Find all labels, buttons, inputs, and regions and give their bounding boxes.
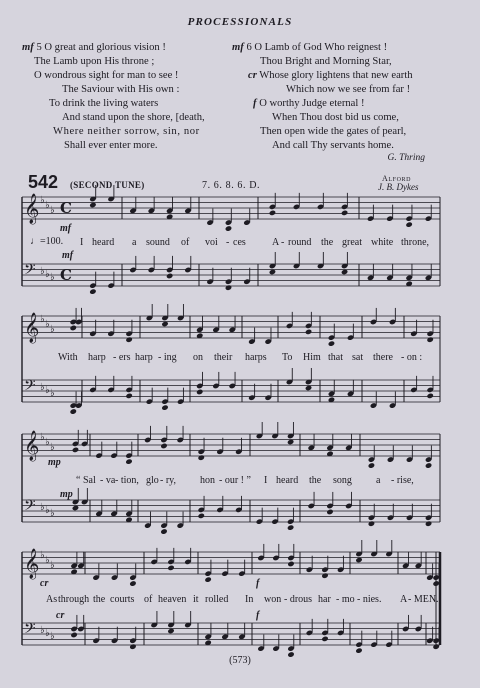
notehead [70,325,77,331]
lyric-syllable: - nies. [357,594,382,605]
verse-line: cr Whose glory lightens that new earth [248,70,413,81]
dynamic-mark: f [256,578,260,589]
lyric-syllable: glo [146,475,159,486]
treble-clef-icon: 𝄞 [24,313,40,343]
lyric-syllable: har [318,594,331,605]
notehead [269,210,276,216]
flat-icon: ♭ [50,508,55,519]
flat-icon: ♭ [45,505,50,516]
notehead [129,580,136,586]
lyric-syllable: the [321,237,334,248]
lyric-syllable: harps [245,352,267,363]
notehead [160,443,167,449]
flat-icon: ♭ [40,382,45,393]
lyric-syllable: A [272,237,280,248]
flat-icon: ♭ [50,205,55,216]
notehead [225,284,232,290]
lyric-syllable: sound [146,237,170,248]
flat-icon: ♭ [40,195,45,206]
flat-icon: ♭ [45,437,50,448]
tune-name: Alford [382,174,412,183]
notehead [426,393,433,399]
notehead [129,643,136,649]
notehead [125,336,132,342]
lyric-syllable: To [282,352,293,363]
notehead [198,513,205,519]
lyric-syllable: - tion, [115,475,139,486]
notehead [196,389,203,395]
lyric-syllable: white [371,237,394,248]
notehead [70,408,77,414]
tune-label: (SECOND TUNE) [70,180,145,190]
lyric-syllable: “ Sal [76,475,96,486]
dynamic-mark: f [256,610,260,621]
verse-line: Where neither sorrow, sin, nor [53,126,200,137]
notehead [287,524,294,530]
lyric-syllable: the [309,475,322,486]
lyric-syllable: there [373,352,393,363]
lyric-syllable: I [80,237,84,248]
notehead [166,273,173,279]
notehead [328,340,335,346]
notehead [167,565,174,571]
common-time-icon: C [60,266,72,284]
lyric-syllable: ces [233,237,246,248]
flat-icon: ♭ [45,385,50,396]
lyric-syllable: In [245,594,254,605]
lyric-syllable: won [264,594,282,605]
lyric-syllable: - mo [336,594,355,605]
notehead [287,561,294,567]
dynamic-mark: cr [56,610,65,621]
notehead [326,509,333,515]
lyric-syllable: - on : [401,352,423,363]
notehead [160,528,167,534]
notehead [321,636,328,642]
flat-icon: ♭ [50,272,55,283]
lyric-syllable: - ry, [160,475,177,486]
verse-line: Then open wide the gates of pearl, [260,126,407,137]
notehead [161,404,168,410]
lyric-syllable: heaven [158,594,187,605]
lyric-syllable: sat [352,352,364,363]
lyric-syllable: A [400,594,408,605]
lyric-syllable: heard [92,237,115,248]
notehead [368,462,375,468]
notehead [321,572,328,578]
lyric-syllable: - MEN. [408,594,439,605]
verse-line: Thou Bright and Morning Star, [260,55,392,67]
verse-line: f O worthy Judge eternal ! [253,98,365,109]
common-time-icon: C [60,199,72,217]
lyric-syllable: - ing [158,352,177,363]
flat-icon: ♭ [50,442,55,453]
verse-line: Shall ever enter more. [64,139,158,151]
flat-icon: ♭ [40,266,45,277]
hymn-number: 542 [28,172,59,192]
dynamic-mark: cr [40,578,49,589]
verse-line: O wondrous sight for man to see ! [34,70,179,81]
lyric-syllable: harp [88,352,106,363]
flat-icon: ♭ [50,631,55,642]
lyric-syllable: round [288,237,312,248]
notehead [305,329,312,335]
notehead [355,647,362,653]
verse-author: G. Thring [387,153,425,163]
lyric-syllable: through [58,594,90,605]
bass-clef-icon: 𝄢 [24,261,36,282]
notehead [198,454,205,460]
notehead [405,221,412,227]
flat-icon: ♭ [45,555,50,566]
lyric-syllable: - drous [284,594,313,605]
lyric-syllable: Him [303,352,321,363]
lyric-syllable: - ers [113,352,131,363]
lyric-syllable: throne, [401,237,430,248]
lyric-syllable: As [46,594,58,605]
composer: J. B. Dykes [378,182,419,192]
treble-clef-icon: 𝄞 [24,431,40,461]
flat-icon: ♭ [40,432,45,443]
bass-clef-icon: 𝄢 [24,497,36,518]
verse-line: mf 5 O great and glorious vision ! [22,42,166,53]
flat-icon: ♭ [45,269,50,280]
lyric-syllable: - rise, [391,475,414,486]
lyric-syllable: a [132,237,137,248]
lyric-syllable: - va [100,475,116,486]
flat-icon: ♭ [40,625,45,636]
notehead [125,393,132,399]
lyric-syllable: it [193,594,199,605]
flat-icon: ♭ [50,324,55,335]
tempo-mark: ♩=100. [30,236,64,247]
notehead [89,288,96,294]
lyric-syllable: - our ! ” [219,475,251,486]
flat-icon: ♭ [40,502,45,513]
lyric-syllable: hon [200,475,215,486]
dynamic-mark: mf [62,250,74,261]
lyric-syllable: rolled [205,594,229,605]
lyric-syllable: harp [135,352,153,363]
verse-line: And call Thy servants home. [272,139,394,151]
dynamic-mark: mp [48,457,61,468]
notehead [425,462,432,468]
verse-line: Which now we see from far ! [286,83,411,95]
lyric-syllable: great [342,237,362,248]
notehead [72,447,79,453]
notehead [225,225,232,231]
lyric-syllable: - [281,237,285,248]
verse-line: And stand upon the shore, [death, [62,111,205,123]
lyric-syllable: - [226,237,230,248]
lyric-syllable: on [193,352,203,363]
dynamic-mark: mf [60,223,72,234]
notehead [425,520,432,526]
lyric-syllable: a [376,475,381,486]
notehead [368,520,375,526]
flat-icon: ♭ [45,628,50,639]
lyric-syllable: song [333,475,352,486]
flat-icon: ♭ [50,560,55,571]
page-number: (573) [229,655,251,666]
lyric-syllable: With [58,352,78,363]
dynamic-mark: mp [60,489,73,500]
notehead [125,458,132,464]
lyric-syllable: of [181,237,190,248]
flat-icon: ♭ [40,314,45,325]
treble-clef-icon: 𝄞 [24,549,40,579]
verse-line: To drink the living waters [49,98,159,109]
notehead [70,632,77,638]
running-head: PROCESSIONALS [187,16,293,28]
lyric-syllable: their [214,352,233,363]
lyric-syllable: I [264,475,268,486]
notehead [426,336,433,342]
lyric-syllable: voi [205,237,218,248]
bass-clef-icon: 𝄢 [24,377,36,398]
verse-line: mf 6 O Lamb of God Who reignest ! [232,42,388,53]
lyric-syllable: courts [110,594,135,605]
treble-clef-icon: 𝄞 [24,194,40,224]
bass-clef-icon: 𝄢 [24,620,36,641]
lyric-syllable: that [328,352,343,363]
lyric-syllable: heard [276,475,299,486]
notehead [204,576,211,582]
flat-icon: ♭ [45,200,50,211]
verse-line: The Saviour with His own : [62,83,180,95]
lyric-syllable: the [93,594,106,605]
lyric-syllable: of [144,594,153,605]
verse-line: The Lamb upon His throne ; [34,55,155,67]
flat-icon: ♭ [40,550,45,561]
flat-icon: ♭ [45,319,50,330]
notehead [341,210,348,216]
verse-line: When Thou dost bid us come, [272,111,399,123]
flat-icon: ♭ [50,388,55,399]
meter: 7. 6. 8. 6. D. [202,180,261,191]
